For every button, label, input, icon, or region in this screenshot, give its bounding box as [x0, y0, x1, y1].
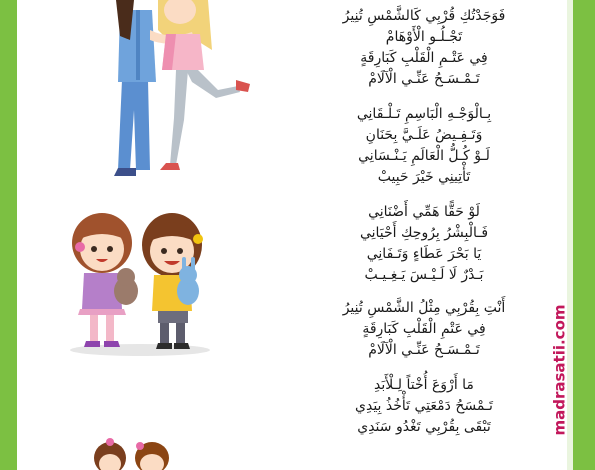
- poem-line: تَـمْسَحُ دَمْعَتِي تَأْخُذُ بِيَدِي: [355, 398, 493, 414]
- poem-line: تَبْقَى بِقُرْبِي تَغْدُو سَنَدِي: [357, 419, 491, 435]
- stanza-2: [300, 104, 548, 188]
- poem-line: لَوْ حَقًّا هَمِّي أَضْنَانِي: [368, 204, 480, 220]
- poem-line: فَـالْبِشْرُ بِرُوحِكِ أَحْيَانِي: [359, 225, 489, 241]
- stanza-5: [300, 375, 548, 438]
- left-border: [0, 0, 17, 470]
- watermark: [551, 285, 570, 455]
- poem-line: أَنْتِ بِقُرْبِي مِثْلُ الشَّمْسِ تُنِيرُ: [342, 300, 506, 316]
- poem-line: بِـالْوَجْـهِ الْبَاسِمِ تَـلْـقَانِي: [356, 106, 492, 122]
- stanza-3: [300, 202, 548, 286]
- watermark-text: madrasatii.com: [551, 304, 570, 436]
- poem-line: فَوَجَدْتُكِ قُرْبِي كَالشَّمْسِ تُنِيرُ: [342, 8, 506, 24]
- poem-line: تَجْـلُـو الْأَوْهَامْ: [385, 29, 463, 45]
- poem-line: بَـدْرٌ لَا لَـيْـسَ يَـغِـيـبْ: [364, 267, 484, 283]
- hugging-girls-illustration: [100, 0, 260, 185]
- stanza-1: [300, 6, 548, 90]
- poem-line: تَـمْـسَـحُ عَنِّـي الْآلَامْ: [368, 342, 480, 358]
- girls-with-toys-illustration: [60, 205, 220, 360]
- poem-line: فِي عَتْـمِ الْقَلْبِ كَبَارِقَةٍ: [360, 50, 488, 66]
- poem-line: مَا أَرْوَعَ أُخْتاً لِـلْأَبَدِ: [374, 377, 474, 393]
- poem-line: لَـوْ كُـلُّ الْعَالَمِ يَـنْـسَانِي: [358, 148, 490, 164]
- poem-line: يَا بَحْرَ عَطَاءٍ وَتَـفَانِي: [366, 246, 482, 262]
- right-border: [573, 0, 595, 470]
- poem-line: تَأْتِينِي خَيْرَ حَبِيبْ: [377, 169, 471, 185]
- poem: [300, 0, 548, 470]
- two-girls-heads-illustration: [88, 438, 188, 470]
- poem-line: تَـمْـسَـحُ عَنِّـي الْآلَامْ: [368, 71, 480, 87]
- poem-line: فِي عَتْمِ الْقَلْبِ كَبَارِقَةٍ: [362, 321, 486, 337]
- stanza-4: [300, 298, 548, 361]
- poem-line: وَتَـفِـيضُ عَلَـيَّ بِحَنَانِ: [365, 127, 483, 143]
